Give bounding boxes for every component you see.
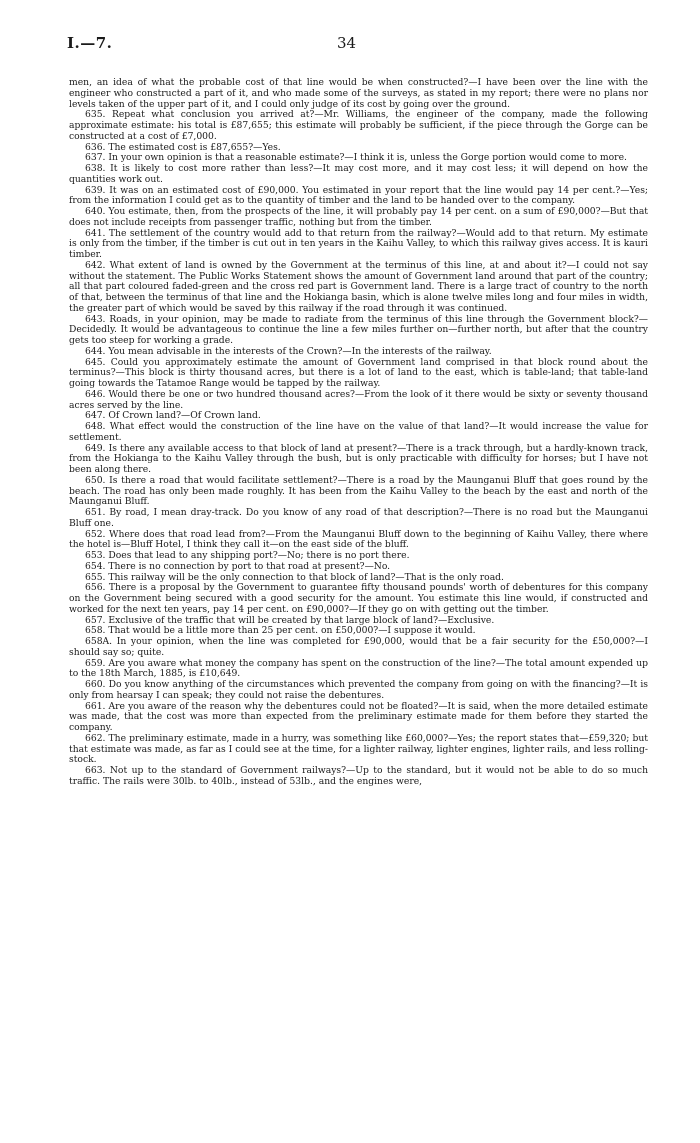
paragraph: 658A. In your opinion, when the line was completed for £90,000, would that be a fair security for the £50,000?—I should say so; quite. (69, 636, 648, 658)
paragraph: 661. Are you aware of the reason why the debentures could not be floated?—It is said, when the more detailed estimate was made, that the cost was more than expected from the preliminary estimate made for them before they started the company. (69, 700, 648, 733)
paragraph: 643. Roads, in your opinion, may be made to radiate from the terminus of this line through the Government block?—Decidedly. It would be advantageous to continue the line a few miles further on—further north, but after that the country gets too steep for working a grade. (69, 313, 648, 346)
paragraph: 637. In your own opinion is that a reasonable estimate?—I think it is, unless the Gorge portion would come to more. (85, 152, 627, 164)
paragraph: 653. Does that lead to any shipping port?—No; there is no port there. (85, 550, 410, 561)
paragraph: 644. You mean advisable in the interests of the Crown?—In the interests of the railway. (85, 345, 492, 357)
paragraph: 654. There is no connection by port to that road at present?—No. (85, 560, 391, 572)
paragraph: 647. Of Crown land?—Of Crown land. (85, 410, 261, 422)
paragraph: 663. Not up to the standard of Government railways?—Up to the standard, but it would not be able to do so much traffic. The rails were 30lb. to 40lb., instead of 53lb., and the engines were, (69, 765, 648, 787)
paragraph: 662. The preliminary estimate, made in a hurry, was something like £60,000?—Yes; the report states that—£59,320; but that estimate was made, as far as I could see at the time, for a lighter railway, lighter engines, lighter rails, and less rolling-stock. (69, 732, 648, 766)
paragraph: 641. The settlement of the country would add to that return from the railway?—Would add to that return. My estimate is only from the timber, if the timber is cut out in ten years in the Kaihu Valley, to which this railway gives access. It is kauri timber. (69, 227, 648, 260)
paragraph: 651. By road, I mean dray-track. Do you know of any road of that description?—There is no road but the Maunganui Bluff one. (69, 507, 648, 529)
page-header (67, 34, 650, 58)
paragraph: 648. What effect would the construction of the line have on the value of that land?—It would increase the value for settlement. (69, 421, 648, 443)
paragraph: 656. There is a proposal by the Government to guarantee fifty thousand pounds' worth of debentures for this company on the Government being secured with a good security for the amount. You estimate this line would, if constructed and worked for the next ten years, pay 14 per cent. on £90,000?—If they go on with getting out the timber. (69, 582, 648, 615)
paragraph: 635. Repeat what conclusion you arrived at?—Mr. Williams, the engineer of the company, made the following approximate estimate: his total is £87,655; this estimate will probably be sufficient, if the piece through the Gorge can be constructed at a cost of £7,000. (69, 109, 648, 142)
paragraph: 655. This railway will be the only connection to that block of land?—That is the only road. (85, 571, 504, 583)
paragraph: 642. What extent of land is owned by the Government at the terminus of this line, at and about it?—I could not say without the statement. The Public Works Statement shows the amount of Government land around that part of the country; all that part coloured faded-green and the cross red part is Government land. There is a large tract of country to the north of that, between the terminus of that line and the Hokianga basin, which is alone twelve miles long and four miles in width, the greater part of which would be saved by this railway if the road through it was continued. (69, 259, 648, 314)
paragraph: 658. That would be a little more than 25 per cent. on £50,000?—I suppose it would. (85, 625, 476, 637)
paragraph: 650. Is there a road that would facilitate settlement?—There is a road by the Maunganui Bluff that goes round by the beach. The road has only been made roughly. It has been from the Kaihu Valley to the beach by the east and north of the Maunganui Bluff. (69, 474, 648, 508)
page-number: 34 (337, 34, 357, 52)
paragraph: 649. Is there any available access to that block of land at present?—There is a track through, but a hardly-known track, from the Hokianga to the Kaihu Valley through the bush, but is only practicable with difficulty for horses; but I have not been along there. (69, 442, 648, 475)
paragraph: 636. The estimated cost is £87,655?—Yes. (85, 141, 281, 153)
document-reference: I.—7. (67, 34, 113, 52)
paragraph: 640. You estimate, then, from the prospects of the line, it will probably pay 14 per cent. on a sum of £90,000?—But that does not include receipts from passenger traffic, nothing but from the timber. (69, 206, 648, 228)
paragraph: 638. It is likely to cost more rather than less?—It may cost more, and it may cost less; it will depend on how the quantities work out. (69, 163, 648, 185)
paragraph: 646. Would there be one or two hundred thousand acres?—From the look of it there would be sixty or seventy thousand acres served by the line. (69, 388, 648, 411)
paragraph: men, an idea of what the probable cost of that line would be when constructed?—I have been over the line with the engineer who constructed a part of it, and who made some of the surveys, as stated in my report; there were no plans nor levels taken of the upper part of it, and I could only judge of its cost by going over the ground. (69, 77, 648, 110)
paragraph: 659. Are you aware what money the company has spent on the construction of the line?—The total amount expended up to the 18th March, 1885, is £10,649. (69, 657, 648, 680)
document-body (69, 78, 648, 788)
paragraph: 657. Exclusive of the traffic that will be created by that large block of land?—Exclusive. (85, 614, 495, 626)
paragraph: 652. Where does that road lead from?—From the Maunganui Bluff down to the beginning of Kaihu Valley, there where the hotel is—Bluff Hotel, I think they call it—on the east side of the bluff. (69, 528, 648, 551)
paragraph: 660. Do you know anything of the circumstances which prevented the company from going on with the financing?—It is only from hearsay I can speak; they could not raise the debentures. (69, 679, 648, 701)
paragraph: 639. It was on an estimated cost of £90,000. You estimated in your report that the line would pay 14 per cent.?—Yes; from the information I could get as to the quantity of timber and the land to be handed over to the company. (69, 184, 648, 207)
paragraph: 645. Could you approximately estimate the amount of Government land comprised in that block round about the terminus?—This block is thirty thousand acres, but there is a lot of land to the east, which is table-land; that table-land going towards the Tatamoe Range would be tapped by the railway. (69, 356, 648, 389)
